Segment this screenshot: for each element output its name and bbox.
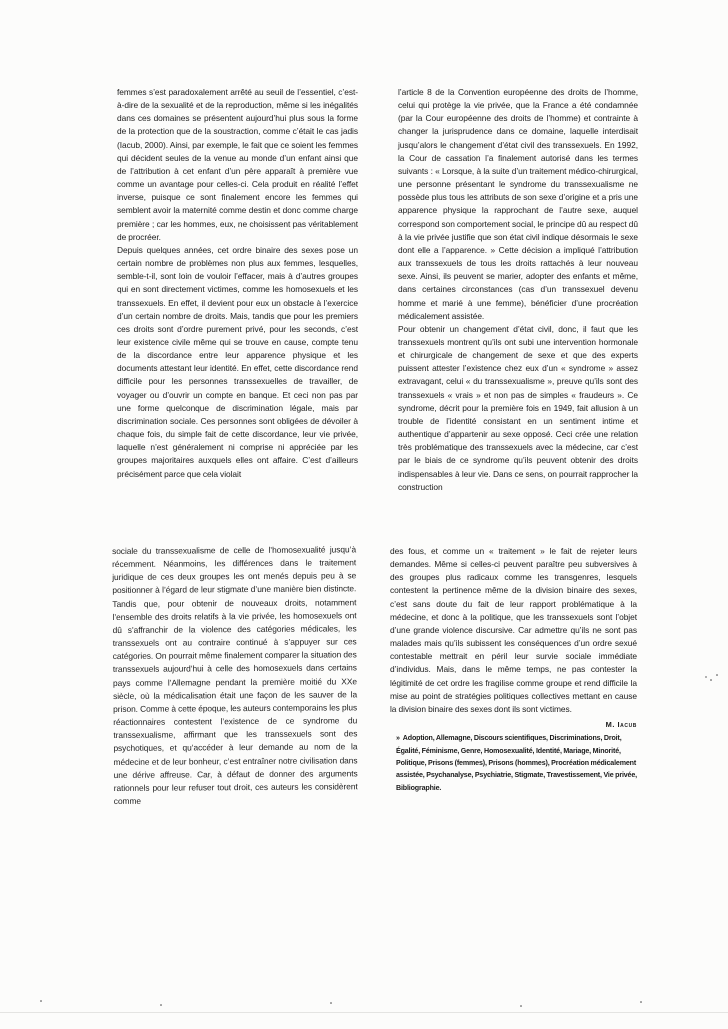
author-signature: M. Iacub — [605, 720, 637, 730]
keywords-text: Adoption, Allemagne, Discours scientifiques, Discriminations, Droit, Égalité, Féminisme, Genre, Homosexualité, Identité, Mariage, Minorité, Politique, Prisons (femmes), Prisons (hommes), Procréation médicalement assistée, Psychanalyse, Psychiatrie, Stigmate, Travestissement, Vie privée, Bibliographie. — [396, 734, 637, 792]
scan-speck — [716, 674, 718, 676]
scan-speck — [40, 1000, 42, 1002]
keywords-arrow-icon: » — [396, 734, 400, 743]
scan-speck — [705, 676, 707, 678]
paragraph: l’article 8 de la Convention européenne des droits de l’homme, celui qui protège la vie privée, que la France a été condamnée (par la Cour européenne des droits de l’homme) et contrainte à changer la jurisprudence dans ce domaine, laquelle interdisait jusqu’alors le changement d’état civil des transsexuels. En 1992, la Cour de cassation l’a finalement autorisé dans les termes suivants : « Lorsque, à la suite d’un traitement médico-chirurgical, une personne présentant le syndrome du transsexualisme ne possède plus tous les attributs de son sexe d’origine et a pris une apparence physique la rapprochant de l’autre sexe, auquel correspond son comportement social, le principe dû au respect dû à la vie privée justifie que son état civil indique désormais le sexe dont elle a l’apparence. » Cette décision a impliqué l’attribution aux transsexuels de tous les droits rattachés à leur nouveau sexe. Ainsi, ils peuvent se marier, adopter des enfants et même, dans certaines circonstances (cas d’un transsexuel devenu homme et marié à une femme), bénéficier d’une procréation médicalement assistée. — [398, 87, 638, 321]
column-top-left — [117, 86, 358, 481]
column-bottom-right — [390, 545, 637, 794]
paragraph: femmes s’est paradoxalement arrêté au seuil de l’essentiel, c’est-à-dire de la sexualité et de la reproduction, même si les inégalités dans ces domaines se présentent aujourd’hui plus sous la forme de la protection que de la soustraction, comme c’était le cas jadis (Iacub, 2000). Ainsi, par exemple, le fait que ce soient les femmes qui décident seules de la venue au monde d’un enfant ainsi que de l’attribution à cet enfant d’un père apparaît à première vue comme un avantage pour celles-ci. Cela produit en réalité l’effet inverse, puisque ce sont finalement encore les femmes qui semblent avoir la maternité comme destin et donc comme charge première ; car les hommes, eux, ne choisissent pas véritablement de procréer. — [117, 87, 358, 242]
scan-speck — [640, 1001, 642, 1003]
paragraph: Pour obtenir un changement d’état civil, donc, il faut que les transsexuels montrent qu’ils ont subi une intervention hormonale et chirurgicale de changement de sexe et que des experts puissent attester l’existence chez eux d’un « syndrome » assez extravagant, celui « du transsexualisme », preuve qu’ils sont des transsexuels « vrais » et non pas de simples « fraudeurs ». Ce syndrome, décrit pour la première fois en 1949, fait allusion à un trouble de l’identité consistant en un sentiment intime et authentique d’appartenir au sexe opposé. Ceci crée une relation très problématique des transsexuels avec la médecine, car c’est par le biais de ce syndrome qu’ils peuvent obtenir des droits indispensables à leur vie. Dans ce sens, on pourrait rapprocher la construction — [398, 323, 638, 492]
column-top-right — [398, 86, 638, 494]
paragraph: Depuis quelques années, cet ordre binaire des sexes pose un certain nombre de problèmes non plus aux femmes, lesquelles, semble-t-il, sont loin de vouloir l’effacer, mais à d’autres groupes qui en sont directement victimes, comme les homosexuels et les transsexuels. En effet, il devient pour eux un obstacle à l’exercice d’un certain nombre de droits. Mais, tandis que pour les premiers ces droits sont d’ordre purement privé, pour les seconds, c’est leur existence civile même qui se trouve en cause, compte tenu de la discordance entre leur apparence physique et les documents attestant leur identité. En effet, cette discordance rend difficile pour les personnes transsexuelles de travailler, de voyager ou d’ouvrir un compte en banque. Et ceci non pas par une forme quelconque de discrimination légale, mais par discrimination sociale. Ces personnes sont obligées de dévoiler à chaque fois, du simple fait de cette discordance, leur vie privée, laquelle n’est généralement ni comprise ni appréciée par les groupes majoritaires auxquels elles ont affaire. C’est d’ailleurs précisément parce que cela violait — [117, 244, 358, 479]
scan-edge — [0, 1012, 728, 1013]
scan-speck — [160, 1004, 162, 1006]
paragraph: des fous, et comme un « traitement » le fait de rejeter leurs demandes. Même si celles-ci peuvent paraître peu subversives à des groupes plus radicaux comme les transgenres, lesquels contestent la pertinence même de la division binaire des sexes, c’est sans doute du fait de leur rapport problématique à la médecine, et donc à la politique, que les transsexuels sont l’objet d’une grande violence discursive. Car admettre qu’ils ne sont pas malades mais qu’ils subissent les conséquences d’un ordre sexué contestable mettrait en péril leur survie sociale immédiate d’individus. Mais, dans le même temps, ne pas contester la légitimité de cet ordre les fragilise comme groupe et rend difficile la mise au point de stratégies politiques collectives mettant en cause la division binaire des sexes dont ils sont victimes. — [390, 546, 637, 714]
scan-speck — [330, 1002, 332, 1004]
column-bottom-left — [112, 543, 358, 808]
paragraph: sociale du transsexualisme de celle de l’homosexualité jusqu’à récemment. Néanmoins, les différences dans le traitement juridique de ces deux groupes les ont menés depuis peu à se positionner à l’égard de leur stigmate d’une manière bien distincte. Tandis que, pour obtenir de nouveaux droits, notamment l’ensemble des droits relatifs à la vie privée, les homosexuels ont dû s’affranchir de la violence des catégories médicales, les transsexuels ont au contraire continué à s’appuyer sur ces catégories. On pourrait même finalement comparer la situation des transsexuels aujourd’hui à celle des homosexuels dans certains pays comme l’Allemagne pendant la première moitié du XXe siècle, où la médicalisation était une façon de les sauver de la prison. Comme à cette époque, les auteurs contemporains les plus réactionnaires contestent l’existence de ce syndrome du transsexualisme, affirmant que les transsexuels sont des psychotiques, et qu’accéder à leur demande au nom de la médecine et de leur bonheur, c’est entraîner notre civilisation dans une dérive affreuse. Car, à défaut de donner des arguments rationnels pour leur refuser tout droit, ces auteurs les considèrent comme — [112, 544, 358, 806]
scan-speck — [710, 679, 712, 681]
keywords-list — [390, 732, 637, 794]
scan-speck — [520, 1005, 522, 1007]
